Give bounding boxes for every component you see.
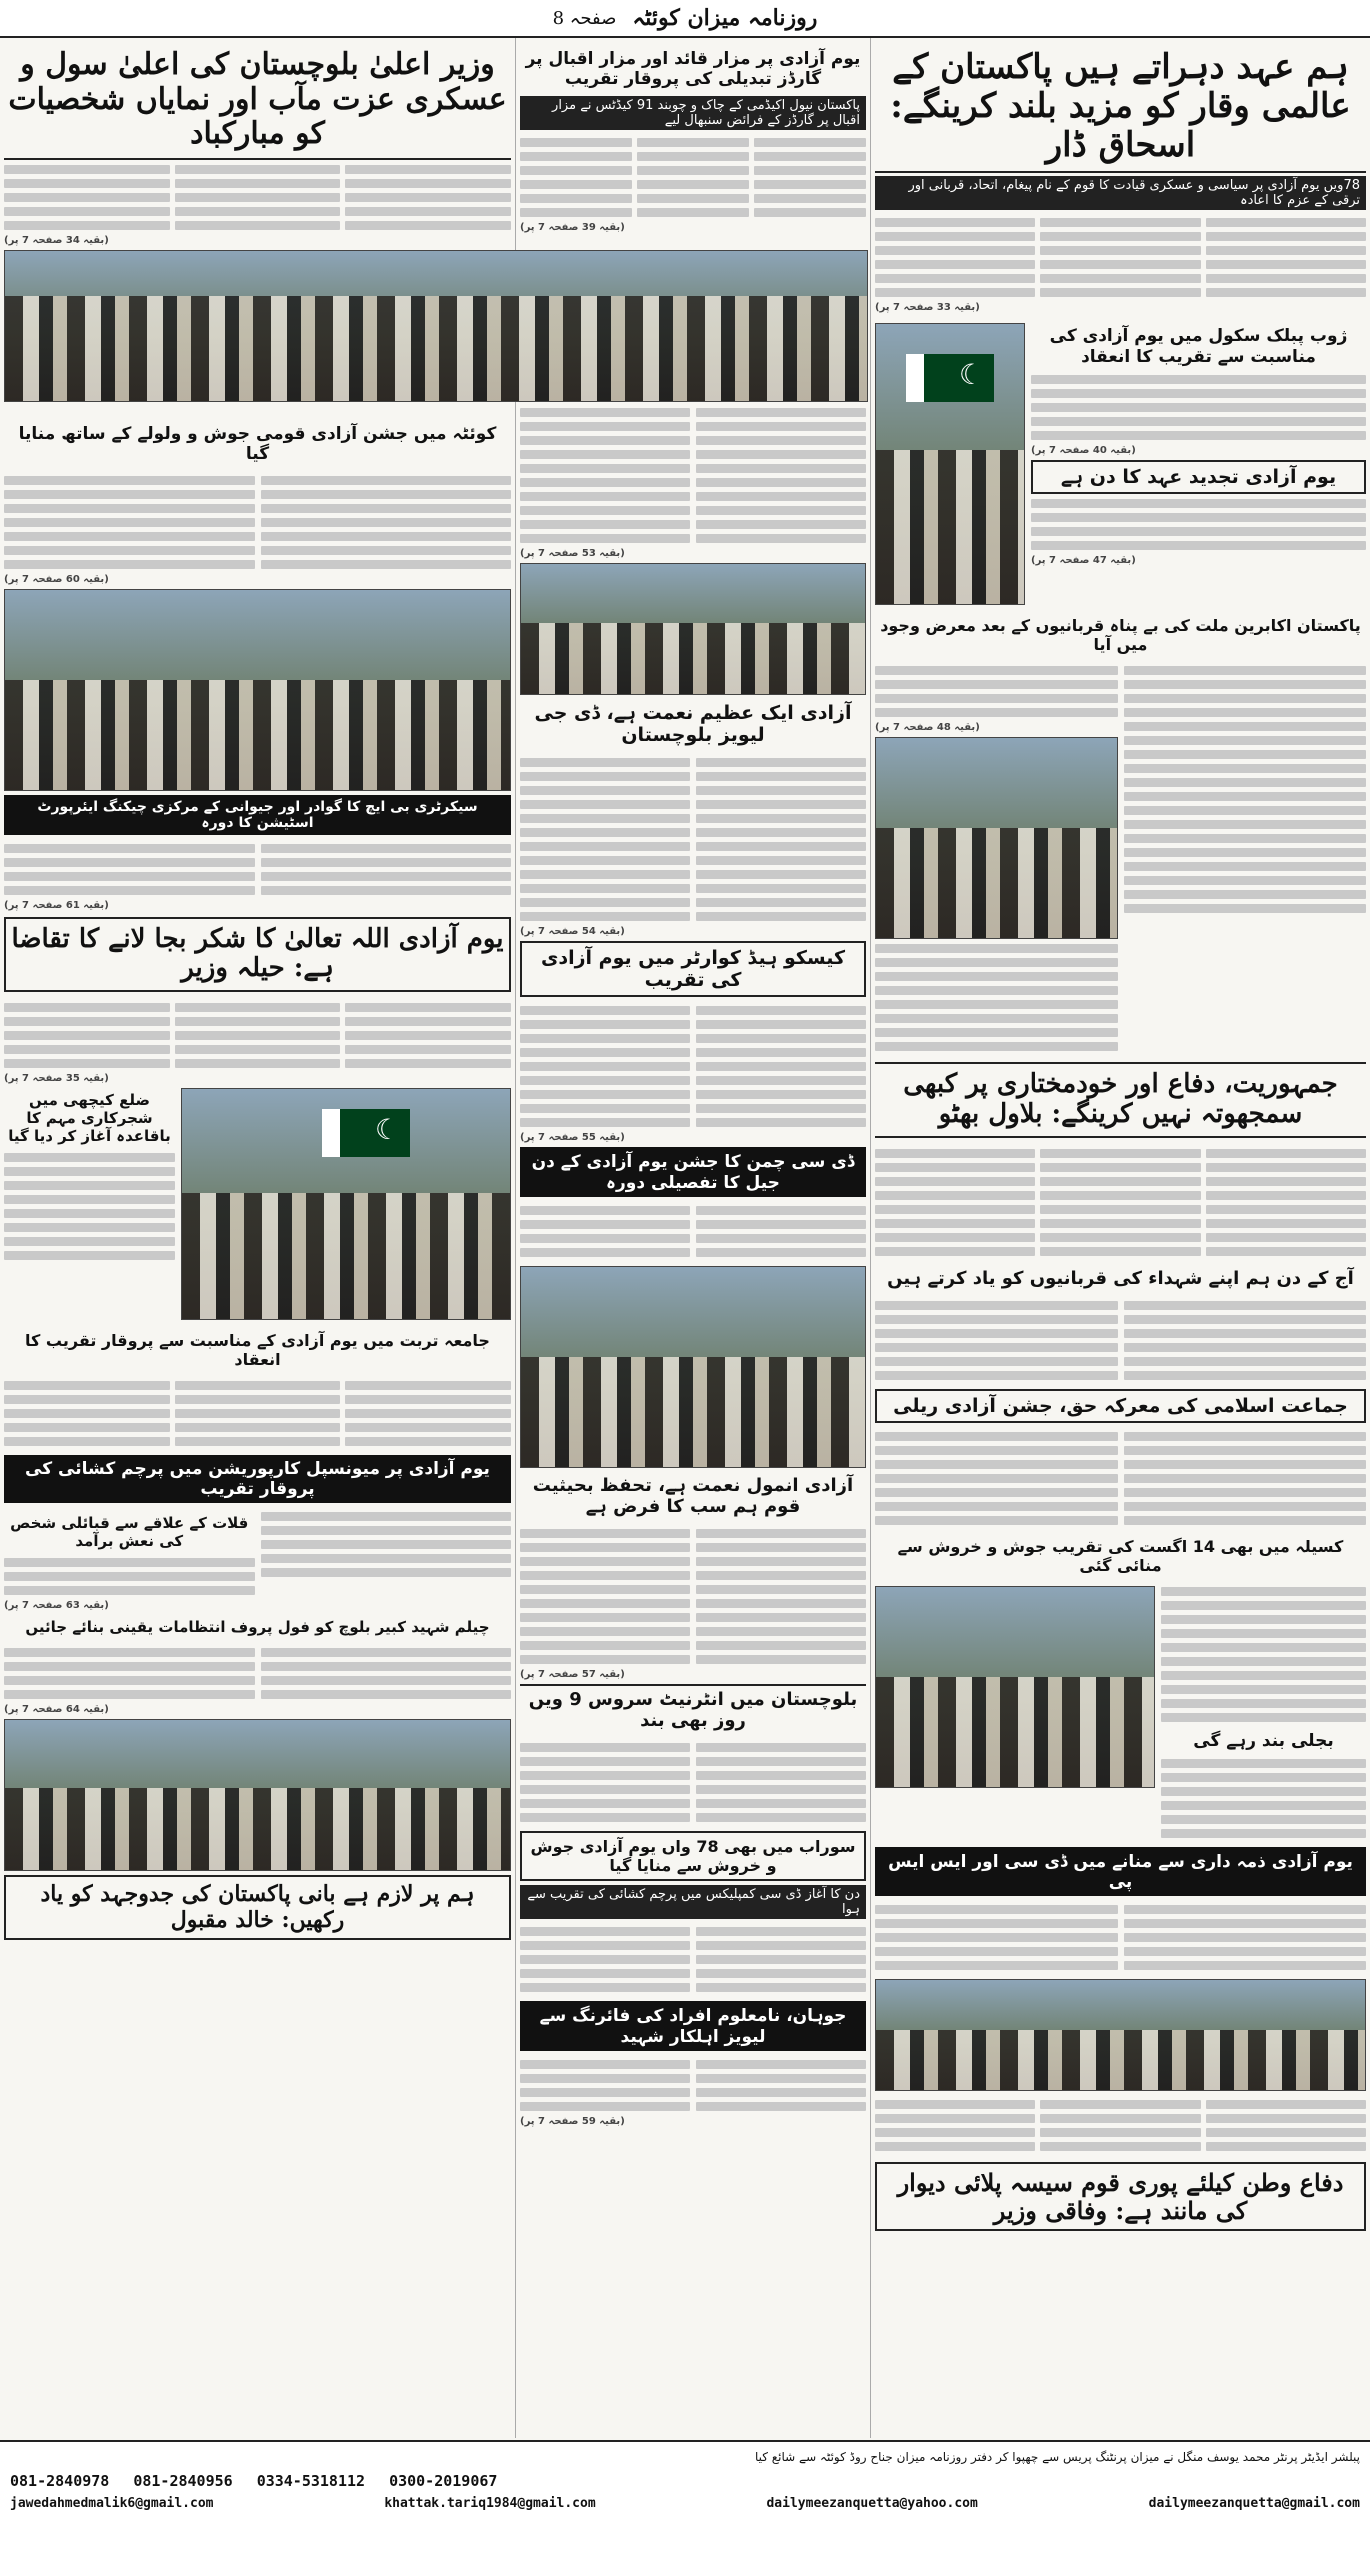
left-h1: کوئٹہ میں جشن آزادی قومی جوش و ولولے کے ساتھ منایا گیا <box>18 423 497 464</box>
email-link[interactable]: dailymeezanquetta@gmail.com <box>1148 2496 1360 2511</box>
meeting-photo <box>875 737 1118 939</box>
footer-imprint <box>0 2440 1370 2560</box>
continuation-ref: (بقیہ 53 صفحہ 7 پر) <box>520 548 625 559</box>
mid-h8: جوہان، نامعلوم افراد کی فائرنگ سے لیویز اہلکار شہید <box>520 2001 866 2051</box>
newspaper-name: روزنامہ میزان کوئٹہ <box>632 5 818 31</box>
mid-h7: دن کا آغاز ڈی سی کمپلیکس میں پرچم کشائی کی تقریب سے ہوا <box>520 1885 866 1919</box>
phone: 081-2840956 <box>133 2472 233 2490</box>
continuation-ref: (بقیہ 57 صفحہ 7 پر) <box>520 1669 625 1680</box>
right-h3: پاکستان اکابرین ملت کی بے پناہ قربانیوں کے بعد معرض وجود میں آیا <box>880 616 1361 655</box>
cake-flag-photo <box>181 1088 511 1320</box>
right-intro: 78ویں یوم آزادی پر سیاسی و عسکری قیادت کا قوم کے نام پیغام، اتحاد، قربانی اور ترقی کے عزم کا اعادہ <box>875 176 1366 210</box>
right-column <box>870 38 1370 2438</box>
continuation-ref: (بقیہ 47 صفحہ 7 پر) <box>1031 555 1136 567</box>
email-row <box>10 2496 1360 2511</box>
right-top-headline: ہم عہد دہراتے ہیں پاکستان کے عالمی وقار کو مزید بلند کرینگے: اسحاق ڈار <box>875 42 1366 173</box>
page-number: صفحہ 8 <box>552 7 617 29</box>
mid-h6: سوراب میں بھی 78 واں یوم آزادی جوش و خروش سے منایا گیا <box>520 1831 866 1881</box>
continuation-ref: (بقیہ 60 صفحہ 7 پر) <box>4 573 109 585</box>
continuation-ref: (بقیہ 35 صفحہ 7 پر) <box>4 1073 109 1085</box>
mid-h3: ڈی سی چمن کا جشن یوم آزادی کے دن جیل کا تفصیلی دورہ <box>520 1147 866 1197</box>
hall-audience-photo <box>875 1979 1366 2091</box>
phone: 0334-5318112 <box>256 2472 366 2490</box>
left-bottom-headline: ہم پر لازم ہے بانی پاکستان کی جدوجہد کو یاد رکھیں: خالد مقبول <box>4 1875 511 1940</box>
children-event-photo <box>875 1586 1155 1788</box>
mid-h2: کیسکو ہیڈ کوارٹر میں یوم آزادی کی تقریب <box>520 941 866 997</box>
continuation-ref: (بقیہ 48 صفحہ 7 پر) <box>875 722 980 734</box>
officials-photo <box>4 589 511 791</box>
left-h8: قلات کے علاقے سے قبائلی شخص کی نعش برآمد <box>10 1514 249 1551</box>
text-block <box>875 213 1035 302</box>
right-h8: بجلی بند رہے گی <box>1193 1731 1334 1752</box>
continuation-ref: (بقیہ 63 صفحہ 7 پر) <box>4 1600 109 1612</box>
right-h6: جماعت اسلامی کی معرکہ حق، جشن آزادی ریلی <box>875 1389 1366 1423</box>
left-h7: ضلع کیچھی میں شجرکاری مہم کا باقاعدہ آغاز کر دیا گیا <box>8 1091 171 1146</box>
right-h1: ژوب پبلک سکول میں یوم آزادی کی مناسبت سے تقریب کا انعقاد <box>1049 326 1348 368</box>
mid-subhead: پاکستان نیول اکیڈمی کے چاک و چوبند 91 کیڈٹس نے مزار اقبال پر گارڈز کے فرائض سنبھال لیے <box>520 96 866 130</box>
rally-photo <box>4 1719 511 1871</box>
officials-group-photo <box>4 250 868 402</box>
right-bottom-headline: دفاع وطن کیلئے پوری قوم سیسہ پلائی دیوار کی مانند ہے: وفاقی وزیر <box>875 2162 1366 2231</box>
imprint-text: پبلشر ایڈیٹر پرنٹر محمد یوسف منگل نے میزان پرنٹنگ پریس سے چھپوا کر دفتر روزنامہ میزان جناح روڈ کوئٹہ سے شائع کیا <box>754 2450 1360 2464</box>
phone: 0300-2019067 <box>389 2472 498 2490</box>
mid-h4: آزادی انمول نعمت ہے، تحفظ بحیثیت قوم ہم سب کا فرض ہے <box>532 1475 854 1517</box>
email-link[interactable]: dailymeezanquetta@yahoo.com <box>766 2496 978 2511</box>
left-h2: سیکرٹری بی ایچ کا گوادر اور جیوانی کے مرکزی چیکنگ ایئرپورٹ اسٹیشن کا دورہ <box>4 795 511 835</box>
continuation-ref: (بقیہ 55 صفحہ 7 پر) <box>520 1132 625 1143</box>
right-h4: جمہوریت، دفاع اور خودمختاری پر کبھی سمجھوتہ نہیں کرینگے: بلاول بھٹو <box>875 1062 1366 1138</box>
email-link[interactable]: khattak.tariq1984@gmail.com <box>384 2496 596 2511</box>
mid-h1: آزادی ایک عظیم نعمت ہے، ڈی جی لیویز بلوچستان <box>534 702 852 746</box>
continuation-ref: (بقیہ 59 صفحہ 7 پر) <box>520 2116 625 2127</box>
pakistan-flag-icon <box>322 1109 410 1157</box>
left-h5: یوم آزادی پر میونسپل کارپوریشن میں پرچم کشائی کی پروقار تقریب <box>4 1455 511 1503</box>
left-top-headline: وزیر اعلیٰ بلوچستان کی اعلیٰ سول و عسکری عزت مآب اور نمایاں شخصیات کو مبارکباد <box>4 42 511 160</box>
flag-hoisting-photo <box>875 323 1025 605</box>
left-h6: چیلم شہید کبیر بلوچ کو فول پروف انتظامات یقینی بنائے جائیں <box>25 1618 490 1637</box>
pakistan-flag-icon <box>906 354 994 402</box>
right-h5: آج کے دن ہم اپنے شہداء کی قربانیوں کو یاد کرتے ہیں <box>887 1268 1354 1290</box>
continuation-ref: (بقیہ 34 صفحہ 7 پر) <box>4 234 109 246</box>
mid-h5: بلوچستان میں انٹرنیٹ سروس 9 ویں روز بھی بند <box>520 1684 866 1734</box>
text-block <box>1040 213 1200 302</box>
continuation-ref: (بقیہ 64 صفحہ 7 پر) <box>4 1704 109 1716</box>
text-block <box>1206 213 1366 302</box>
left-h3: یوم آزادی اللہ تعالیٰ کا شکر بجا لانے کا تقاضا ہے: حیلہ وزیر <box>4 917 511 993</box>
phone: 081-2840978 <box>10 2472 110 2490</box>
continuation-ref: (بقیہ 61 صفحہ 7 پر) <box>4 899 109 911</box>
continuation-ref: (بقیہ 54 صفحہ 7 پر) <box>520 926 625 937</box>
continuation-ref: (بقیہ 39 صفحہ 7 پر) <box>520 222 625 233</box>
ceremony-photo <box>520 563 866 695</box>
phone-row <box>10 2472 1360 2490</box>
masthead <box>0 0 1370 38</box>
continuation-ref: (بقیہ 33 صفحہ 7 پر) <box>875 302 980 314</box>
cake-cutting-photo <box>520 1266 866 1468</box>
left-h4: جامعہ تربت میں یوم آزادی کے مناسبت سے پروقار تقریب کا انعقاد <box>25 1331 490 1370</box>
email-link[interactable]: jawedahmedmalik6@gmail.com <box>10 2496 214 2511</box>
right-h2: یوم آزادی تجدید عہد کا دن ہے <box>1031 460 1366 494</box>
right-h9: یوم آزادی ذمہ داری سے منانے میں ڈی سی اور ایس ایس پی <box>875 1847 1366 1896</box>
continuation-ref: (بقیہ 40 صفحہ 7 پر) <box>1031 445 1136 457</box>
mid-top-headline: یوم آزادی پر مزار قائد اور مزار اقبال پر گارڈز تبدیلی کی پروقار تقریب <box>525 49 861 89</box>
right-h7: کسیلہ میں بھی 14 اگست کی تقریب جوش و خروش سے منائی گئی <box>897 1537 1344 1576</box>
